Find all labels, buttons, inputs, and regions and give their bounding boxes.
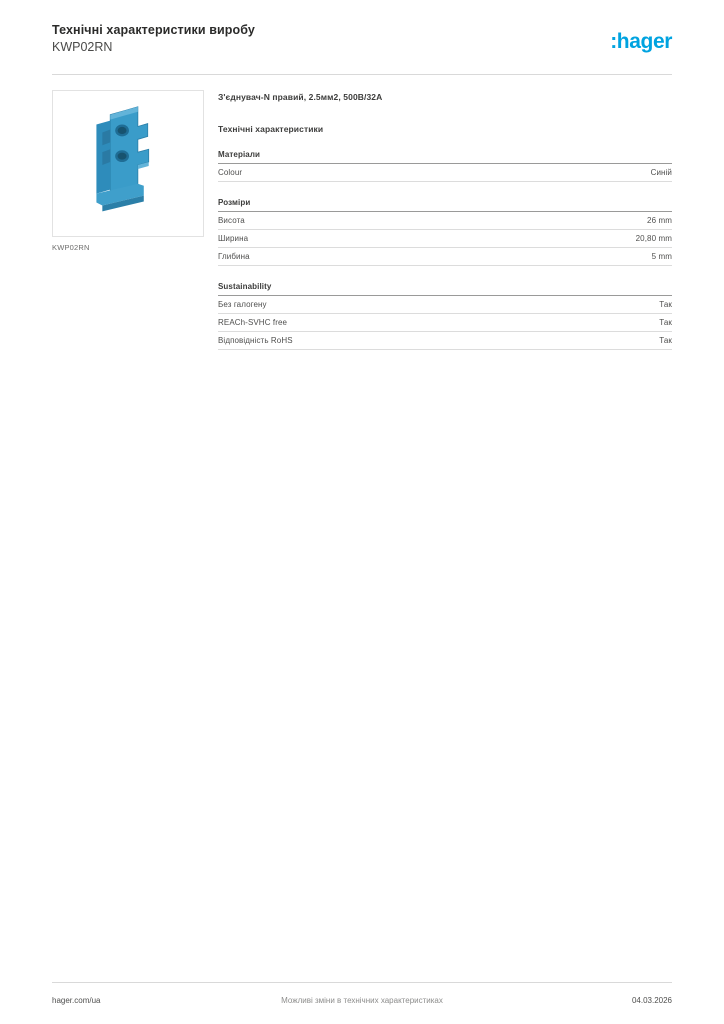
spec-value: 5 mm	[651, 252, 672, 261]
product-image-panel	[52, 90, 204, 237]
document-footer	[52, 996, 672, 1010]
document-header	[52, 22, 672, 68]
spec-group-title: Матеріали	[218, 150, 672, 164]
footer-divider	[52, 982, 672, 983]
spec-label: Висота	[218, 216, 245, 225]
table-row	[218, 296, 672, 314]
table-row	[218, 230, 672, 248]
spec-value: 20,80 mm	[635, 234, 672, 243]
product-description: З'єднувач-N правий, 2.5мм2, 500В/32А	[218, 92, 383, 102]
specs-content	[218, 92, 672, 366]
table-row	[218, 212, 672, 230]
product-photo-icon	[53, 91, 203, 236]
footer-date: 04.03.2026	[631, 996, 672, 1005]
spec-group-title: Розміри	[218, 198, 672, 212]
spec-value: Синій	[650, 168, 672, 177]
spec-label: Colour	[218, 168, 243, 177]
spec-label: Відповідність RoHS	[218, 336, 293, 345]
spec-label: Без галогену	[218, 300, 267, 309]
product-image-caption: KWP02RN	[52, 243, 90, 252]
hager-logo: :hager	[610, 30, 672, 53]
table-row	[218, 164, 672, 182]
spec-group-sustainability	[218, 282, 672, 350]
page-subtitle-product-code: KWP02RN	[52, 40, 113, 54]
spec-group-title: Sustainability	[218, 282, 672, 296]
specs-section-title: Технічні характеристики	[218, 124, 324, 134]
spec-value: Так	[659, 336, 672, 345]
spec-value: 26 mm	[647, 216, 672, 225]
spec-group-dimensions	[218, 198, 672, 266]
spec-value: Так	[659, 300, 672, 309]
spec-label: Глибина	[218, 252, 250, 261]
page-title: Технічні характеристики виробу	[52, 23, 255, 37]
spec-label: REACh-SVHC free	[218, 318, 288, 327]
table-row	[218, 332, 672, 350]
footer-disclaimer: Можливі зміни в технічних характеристиках	[281, 996, 443, 1005]
table-row	[218, 314, 672, 332]
header-divider	[52, 74, 672, 75]
spec-group-materials	[218, 150, 672, 182]
spec-label: Ширина	[218, 234, 249, 243]
table-row	[218, 248, 672, 266]
footer-website-link[interactable]: hager.com/ua	[52, 996, 101, 1005]
spec-value: Так	[659, 318, 672, 327]
